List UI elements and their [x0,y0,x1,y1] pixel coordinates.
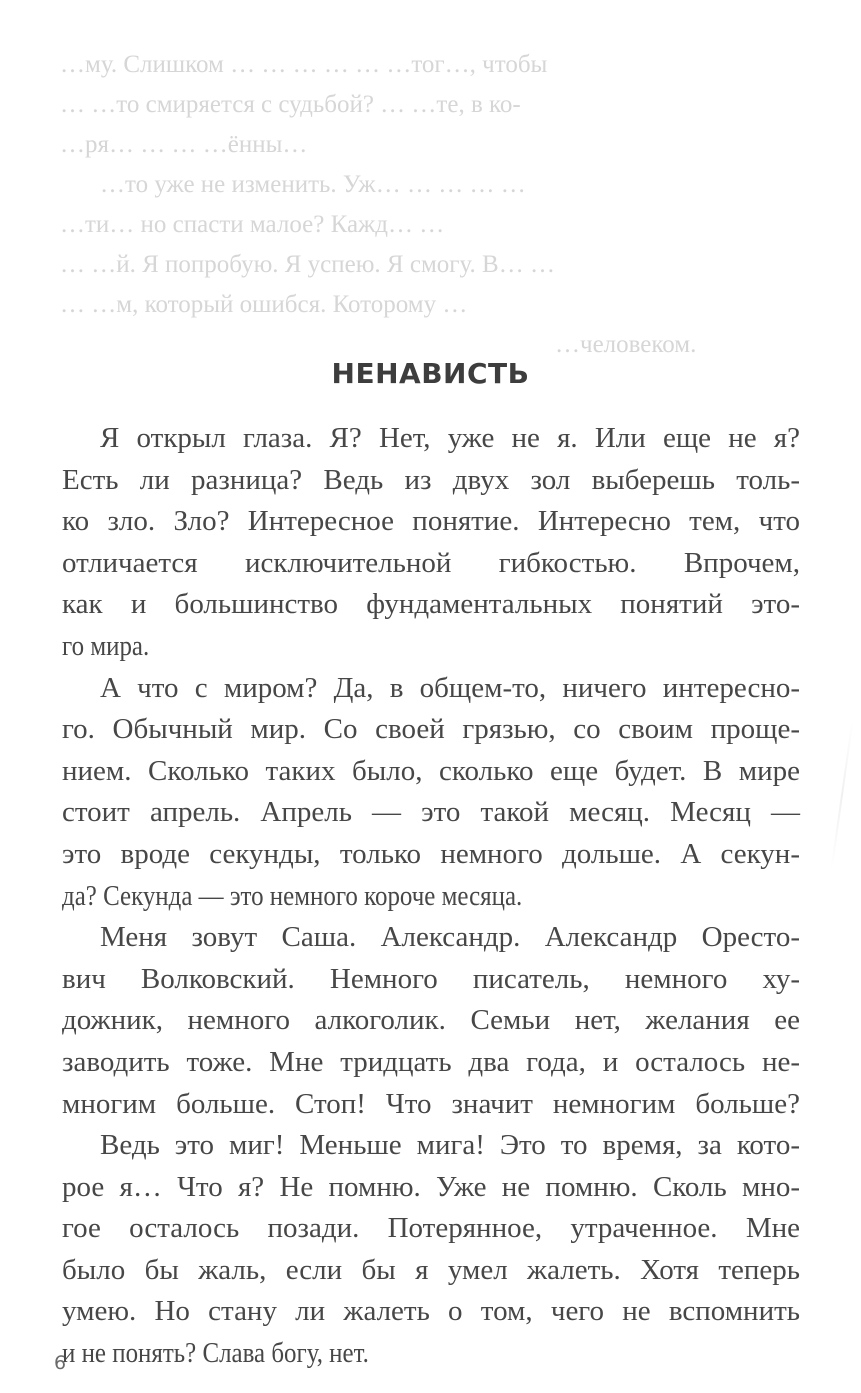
text-line: рое я… Что я? Не помню. Уже не помню. Сколь мно- [62,1170,800,1203]
text-line: нием. Сколько таких было, сколько еще будет. В мире [62,754,800,787]
text-line: это вроде секунды, только немного дольше. А секун- [62,837,800,870]
text-line: отличается исключительной гибкостью. Впрочем, [62,546,800,579]
page-number: 6 [54,1352,67,1374]
text-line: го мира. [62,629,150,662]
bleed-line: …ря… … … …ённы… [60,131,308,158]
text-line: Меня зовут Саша. Александр. Александр Оресто- [100,921,800,954]
bleed-line: … …то смиряется с судьбой? … …те, в ко- [60,91,521,118]
chapter-title: НЕНАВИСТЬ [331,356,530,390]
page-edge-mark [831,721,854,870]
paragraph [62,668,800,918]
bleed-line: …человеком. [555,331,697,358]
text-line: А что с миром? Да, в общем-то, ничего интересно- [100,671,800,704]
text-line: да? Секунда — это немного короче месяца. [62,879,523,912]
text-line: заводить тоже. Мне тридцать два года, и осталось не- [62,1045,800,1078]
text-line: Есть ли разница? Ведь из двух зол выберешь толь- [62,463,800,496]
text-line: го. Обычный мир. Со своей грязью, со своим проще- [62,713,800,746]
text-line: Я открыл глаза. Я? Нет, уже не я. Или еще не я? [100,422,800,454]
bleed-line: …то уже не изменить. Уж… … … … … [100,171,526,198]
paragraph [62,917,800,1125]
text-line: Ведь это миг! Меньше мига! Это то время, за кото- [100,1129,800,1162]
bleed-line: … …й. Я попробую. Я успею. Я смогу. В… … [60,251,555,278]
text-line: умею. Но стану ли жалеть о том, чего не вспомнить [62,1295,800,1328]
text-line: гое осталось позади. Потерянное, утраченное. Мне [62,1212,800,1245]
text-line: стоит апрель. Апрель — это такой месяц. Месяц — [62,796,800,829]
chapter-body [62,418,800,1375]
text-line: было бы жаль, если бы я умел жалеть. Хотя теперь [62,1253,800,1286]
bleed-line: …ти… но спасти малое? Кажд… … [60,211,445,238]
paragraph [62,1125,800,1375]
text-line: и не понять? Слава богу, нет. [62,1337,369,1370]
bleed-line: … …м, который ошибся. Которому … [60,291,468,318]
text-line: ко зло. Зло? Интересное понятие. Интересно тем, что [62,505,800,538]
previous-chapter-bleed-through [60,45,860,365]
text-line: многим больше. Стоп! Что значит немногим больше? [62,1087,800,1120]
text-line: дожник, немного алкоголик. Семьи нет, желания ее [62,1004,800,1037]
text-line: вич Волковский. Немного писатель, немного ху- [62,962,800,995]
bleed-line: …му. Слишком … … … … … …тог…, чтобы [60,51,548,78]
paragraph [62,418,800,668]
text-line: как и большинство фундаментальных понятий это- [62,588,800,621]
